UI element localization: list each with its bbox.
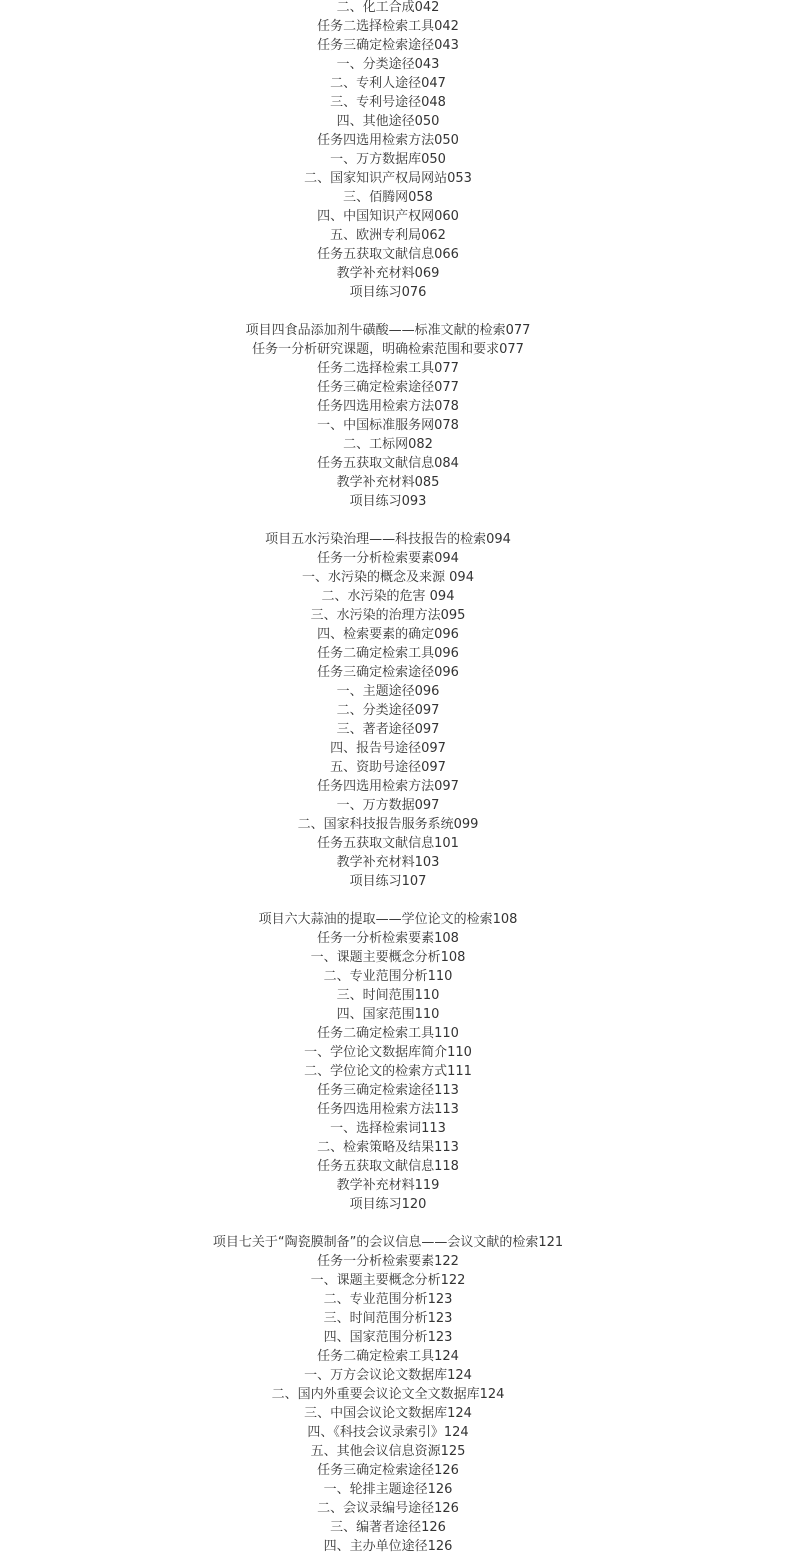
toc-entry: 四、报告号途径097 xyxy=(330,741,446,756)
toc-entry: 二、国家知识产权局网站053 xyxy=(304,171,472,186)
toc-entry: 五、欧洲专利局062 xyxy=(330,228,446,243)
toc-entry: 任务四选用检索方法050 xyxy=(317,133,459,148)
toc-entry: 二、检索策略及结果113 xyxy=(317,1140,459,1155)
toc-entry: 任务一分析检索要素122 xyxy=(317,1254,459,1269)
toc-entry: 任务三确定检索途径113 xyxy=(317,1083,459,1098)
toc-entry: 一、课题主要概念分析122 xyxy=(310,1273,466,1288)
toc-entry: 一、水污染的概念及来源 094 xyxy=(302,570,474,585)
toc-entry: 一、轮排主题途径126 xyxy=(323,1482,453,1497)
toc-entry: 任务二确定检索工具110 xyxy=(317,1026,459,1041)
toc-entry: 五、资助号途径097 xyxy=(330,760,446,775)
toc-entry: 三、佰腾网058 xyxy=(343,190,433,205)
toc-entry: 一、学位论文数据库简介110 xyxy=(304,1045,472,1060)
toc-entry: 二、国家科技报告服务系统099 xyxy=(297,817,479,832)
section-gap xyxy=(0,302,776,321)
toc-entry: 三、著者途径097 xyxy=(336,722,440,737)
toc-entry: 三、时间范围110 xyxy=(336,988,440,1003)
toc-entry: 四、《科技会议录索引》124 xyxy=(307,1425,469,1440)
toc-entry: 二、水污染的危害 094 xyxy=(321,589,455,604)
toc-entry: 二、专利人途径047 xyxy=(330,76,446,91)
toc-entry: 任务三确定检索途径096 xyxy=(317,665,459,680)
section-gap xyxy=(0,891,776,910)
toc-entry: 一、万方数据库050 xyxy=(330,152,446,167)
toc-entry: 项目五水污染治理——科技报告的检索094 xyxy=(265,532,511,547)
toc-entry: 二、学位论文的检索方式111 xyxy=(304,1064,472,1079)
toc-entry: 教学补充材料085 xyxy=(336,475,440,490)
toc-entry: 任务一分析检索要素094 xyxy=(317,551,459,566)
toc-entry: 五、其他会议信息资源125 xyxy=(310,1444,466,1459)
section-gap xyxy=(0,511,776,530)
toc-entry: 二、专业范围分析123 xyxy=(323,1292,453,1307)
toc-entry: 四、国家范围分析123 xyxy=(323,1330,453,1345)
toc-entry: 项目练习076 xyxy=(349,285,427,300)
toc-entry: 项目练习120 xyxy=(349,1197,427,1212)
toc-entry: 一、万方数据097 xyxy=(336,798,440,813)
toc-entry: 三、时间范围分析123 xyxy=(323,1311,453,1326)
toc-entry: 任务四选用检索方法113 xyxy=(317,1102,459,1117)
toc-entry: 二、分类途径097 xyxy=(336,703,440,718)
toc-entry: 三、编著者途径126 xyxy=(330,1520,446,1535)
toc-entry: 一、主题途径096 xyxy=(336,684,440,699)
toc-entry: 二、化工合成042 xyxy=(336,0,440,15)
toc-entry: 二、工标网082 xyxy=(343,437,433,452)
toc-entry: 二、专业范围分析110 xyxy=(323,969,453,984)
toc-entry: 一、万方会议论文数据库124 xyxy=(304,1368,472,1383)
toc-entry: 任务二选择检索工具042 xyxy=(317,19,459,34)
toc-entry: 任务二确定检索工具096 xyxy=(317,646,459,661)
toc-entry: 教学补充材料103 xyxy=(336,855,440,870)
toc-entry: 任务五获取文献信息101 xyxy=(317,836,459,851)
section-gap xyxy=(0,1214,776,1233)
toc-entry: 任务一分析研究课题，明确检索范围和要求077 xyxy=(252,342,524,357)
toc-entry: 二、会议录编号途径126 xyxy=(317,1501,459,1516)
toc-entry: 三、中国会议论文数据库124 xyxy=(304,1406,472,1421)
toc-entry: 任务五获取文献信息066 xyxy=(317,247,459,262)
toc-entry: 一、分类途径043 xyxy=(336,57,440,72)
toc-entry: 项目练习107 xyxy=(349,874,427,889)
toc-entry: 一、选择检索词113 xyxy=(330,1121,446,1136)
toc-entry: 项目七关于“陶瓷膜制备”的会议信息——会议文献的检索121 xyxy=(212,1235,564,1250)
toc-entry: 一、课题主要概念分析108 xyxy=(310,950,466,965)
toc-entry: 四、其他途径050 xyxy=(336,114,440,129)
toc-entry: 三、专利号途径048 xyxy=(330,95,446,110)
toc-entry: 教学补充材料119 xyxy=(336,1178,440,1193)
toc-entry: 任务五获取文献信息118 xyxy=(317,1159,459,1174)
toc-entry: 二、国内外重要会议论文全文数据库124 xyxy=(271,1387,505,1402)
toc-entry: 任务二选择检索工具077 xyxy=(317,361,459,376)
toc-entry: 四、中国知识产权网060 xyxy=(317,209,459,224)
toc-entry: 任务三确定检索途径077 xyxy=(317,380,459,395)
toc-entry: 任务四选用检索方法097 xyxy=(317,779,459,794)
toc-entry: 任务三确定检索途径043 xyxy=(317,38,459,53)
toc-entry: 教学补充材料069 xyxy=(336,266,440,281)
toc-entry: 任务四选用检索方法078 xyxy=(317,399,459,414)
toc-entry: 四、国家范围110 xyxy=(336,1007,440,1022)
toc-entry: 项目练习093 xyxy=(349,494,427,509)
toc-entry: 项目六大蒜油的提取——学位论文的检索108 xyxy=(258,912,518,927)
toc-entry: 任务三确定检索途径126 xyxy=(317,1463,459,1478)
toc-entry: 任务二确定检索工具124 xyxy=(317,1349,459,1364)
toc-entry: 一、中国标准服务网078 xyxy=(317,418,459,433)
toc-entry: 任务五获取文献信息084 xyxy=(317,456,459,471)
toc-entry: 四、检索要素的确定096 xyxy=(317,627,459,642)
toc-entry: 任务一分析检索要素108 xyxy=(317,931,459,946)
toc-entry: 四、主办单位途径126 xyxy=(323,1539,453,1554)
toc-entry: 三、水污染的治理方法095 xyxy=(310,608,466,623)
toc-entry: 项目四食品添加剂牛磺酸——标准文献的检索077 xyxy=(245,323,531,338)
